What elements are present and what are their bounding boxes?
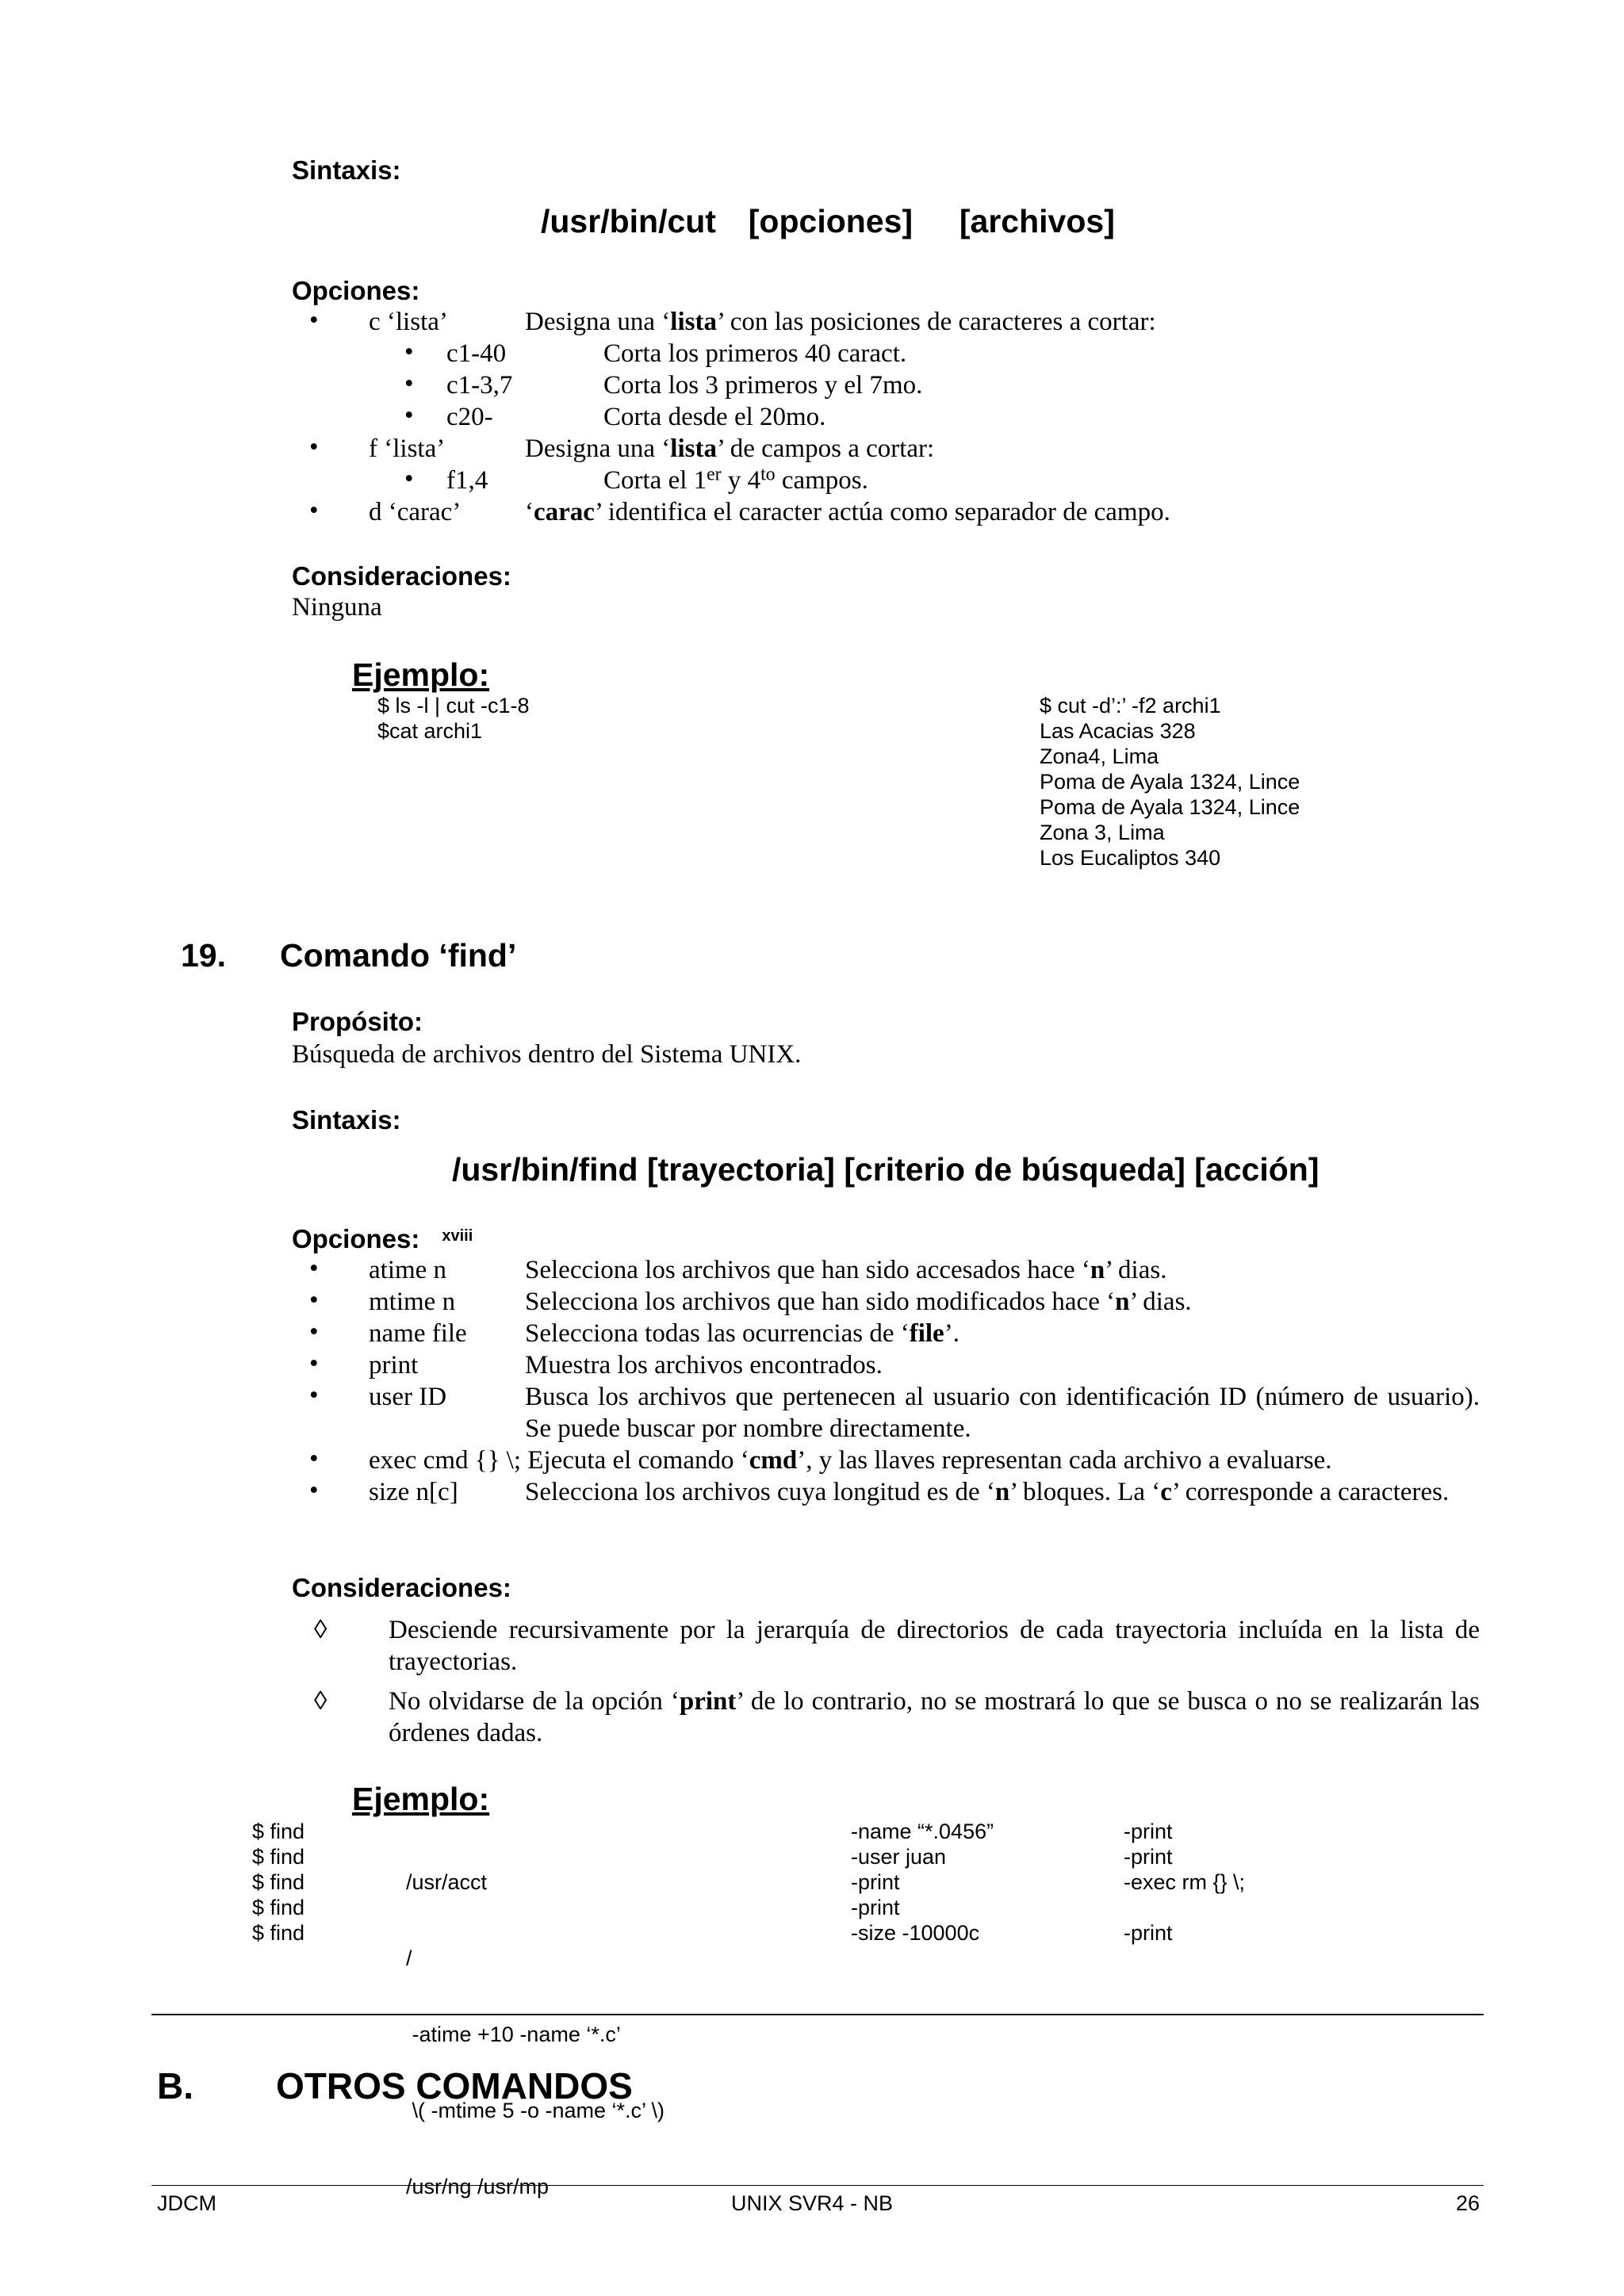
sub-bullet: •: [404, 369, 414, 398]
find-consideraciones-label: Consideraciones:: [292, 1573, 511, 1602]
code-line: Zona4, Lima: [1040, 744, 1159, 768]
code-cell: -print: [1124, 1820, 1173, 1843]
code-cell: [1124, 1895, 1245, 1920]
find-example-col-cmd: [252, 1819, 304, 1946]
find-proposito-label: Propósito:: [292, 1007, 423, 1036]
code-cell: /usr/ng /usr/mp: [406, 2175, 550, 2198]
sub-desc: Corta el 1er y $4^{to}$ campos.: [603, 464, 868, 495]
cut-consideraciones-label: Consideraciones:: [292, 561, 511, 591]
cut-syntax-line: [541, 203, 1115, 240]
sub-bullet: •: [404, 465, 414, 493]
bullet: •: [309, 433, 319, 461]
cut-consideraciones-text: Ninguna: [292, 593, 382, 622]
code-cell: -print: [1124, 1845, 1173, 1869]
code-cell: $ find: [252, 1845, 305, 1869]
code-line: $cat archi1: [377, 719, 483, 743]
opt-term: size n[c]: [369, 1478, 458, 1506]
footer-center: UNIX SVR4 - NB: [730, 2191, 894, 2215]
code-cell: -size -10000c: [851, 1921, 980, 1945]
code-cell: /: [406, 1946, 412, 1970]
opt-term: c ‘lista’: [369, 308, 448, 336]
opt-term: f ‘lista’: [369, 434, 446, 463]
code-cell: -name “*.0456”: [851, 1820, 994, 1843]
opt-desc: ‘carac’ identifica el caracter actúa como separador de campo.: [525, 498, 1170, 526]
opt-term: user ID: [369, 1383, 447, 1411]
opt-term: print: [369, 1351, 419, 1380]
sub-term: c1-40: [446, 339, 507, 368]
cut-example-left: [377, 693, 530, 744]
sub-desc: Corta los primeros 40 caract.: [603, 339, 907, 368]
bullet: •: [309, 496, 319, 525]
code-cell: $ find: [252, 1921, 305, 1945]
code-cell: -user juan: [851, 1845, 947, 1869]
sub-term: f1,4: [446, 466, 488, 495]
find-proposito-text: Búsqueda de archivos dentro del Sistema UNIX.: [292, 1040, 802, 1069]
bullet: •: [309, 1476, 319, 1505]
sub-desc: Corta desde el 20mo.: [603, 403, 826, 431]
section-number: 19.: [181, 937, 226, 974]
bullet: •: [309, 1286, 319, 1314]
consideracion-text: No olvidarse de la opción ‘print’ de lo contrario, no se mostrará lo que se busca o no se realizarán las órdenes dadas.: [389, 1687, 1480, 1747]
find-example-col-path: [406, 1819, 665, 2225]
code-line: Los Eucaliptos 340: [1040, 846, 1221, 870]
opt-desc: Selecciona los archivos cuya longitud es de ‘n’ bloques. La ‘c’ corresponde a caracteres.: [525, 1478, 1450, 1506]
opt-desc: Selecciona los archivos que han sido modificados hace ‘n’ dias.: [525, 1288, 1192, 1316]
sub-bullet: •: [404, 338, 414, 366]
find-syntax-line: /usr/bin/find [trayectoria] [criterio de búsqueda] [acción]: [452, 1151, 1320, 1188]
cut-sintaxis-label: Sintaxis:: [292, 155, 401, 185]
code-cell: $ find: [252, 1896, 305, 1919]
code-cell: -print: [1124, 1921, 1173, 1945]
opt-desc: Designa una ‘lista’ con las posiciones de caracteres a cortar:: [525, 308, 1156, 336]
find-example-col-action: [1124, 1819, 1245, 1946]
opt-term: atime n: [369, 1256, 447, 1284]
opt-desc: Muestra los archivos encontrados.: [525, 1351, 883, 1380]
find-example-col-criteria: [851, 1819, 994, 1946]
opt-term: name file: [369, 1319, 467, 1348]
code-line: Zona 3, Lima: [1040, 821, 1165, 844]
consideracion-text: Desciende recursivamente por la jerarquía de directorios de cada trayectoria incluída en la lista de trayectorias.: [389, 1616, 1480, 1676]
sub-bullet: •: [404, 401, 414, 430]
code-cell: -exec rm {} \;: [1124, 1870, 1246, 1894]
find-sintaxis-label: Sintaxis:: [292, 1105, 401, 1135]
find-ejemplo-label: Ejemplo:: [352, 1781, 490, 1817]
opt-term: d ‘carac’: [369, 498, 462, 526]
code-line: $ ls -l | cut -c1-8: [377, 694, 530, 718]
footer-left: JDCM: [157, 2191, 216, 2215]
bullet: •: [309, 1254, 319, 1283]
code-cell: $ find: [252, 1870, 305, 1894]
sub-term: c20-: [446, 403, 493, 431]
cut-syntax-opciones: [opciones]: [748, 203, 914, 239]
diamond-marker: ◊: [314, 1616, 327, 1644]
cut-ejemplo-label: Ejemplo:: [352, 656, 490, 693]
code-cell: -print: [851, 1896, 900, 1919]
code-cell: -atime +10 -name ‘*.c’: [406, 2022, 621, 2046]
bullet: •: [309, 1445, 319, 1473]
section-divider: [151, 2014, 1484, 2015]
cut-syntax-cmd: /usr/bin/cut: [541, 203, 716, 239]
bullet: •: [309, 1381, 319, 1410]
code-line: $ cut -d’:’ -f2 archi1: [1040, 694, 1221, 718]
cut-example-right: [1040, 693, 1300, 871]
cut-opciones-label: Opciones:: [292, 276, 420, 305]
section-b-letter: B.: [157, 2065, 193, 2107]
sub-term: c1-3,7: [446, 371, 513, 400]
section-b-title: OTROS COMANDOS: [276, 2065, 633, 2107]
opt-desc: Designa una ‘lista’ de campos a cortar:: [525, 434, 935, 463]
code-line: Poma de Ayala 1324, Lince: [1040, 770, 1300, 794]
opt-desc: Selecciona todas las ocurrencias de ‘file’.: [525, 1319, 959, 1348]
opt-desc: Selecciona los archivos que han sido accesados hace ‘n’ dias.: [525, 1256, 1167, 1284]
cut-syntax-archivos: [archivos]: [959, 203, 1115, 239]
find-opciones-label: Opciones: $^{xviii}$: [292, 1224, 473, 1253]
sub-desc: Corta los 3 primeros y el 7mo.: [603, 371, 923, 400]
code-cell: -print: [851, 1870, 900, 1894]
diamond-marker: ◊: [314, 1687, 327, 1716]
code-cell: /usr/acct: [406, 1870, 488, 1894]
bullet: •: [309, 1318, 319, 1346]
section-title: Comando ‘find’: [280, 937, 517, 974]
footer-page-number: 26: [1455, 2191, 1480, 2215]
opt-term-exec: exec cmd {} \; Ejecuta el comando ‘cmd’, y las llaves representan cada archivo a evaluarse.: [369, 1446, 1332, 1475]
footer-rule: [151, 2185, 1484, 2186]
code-cell: \( -mtime 5 -o -name ‘*.c’ \): [406, 2099, 665, 2122]
code-line: Poma de Ayala 1324, Lince: [1040, 795, 1300, 819]
bullet: •: [309, 306, 319, 335]
opt-desc: Busca los archivos que pertenecen al usuario con identificación ID (número de usuario). Se puede buscar por nombre directamente.: [525, 1383, 1480, 1443]
opt-term: mtime n: [369, 1288, 456, 1316]
code-cell: $ find: [252, 1820, 305, 1843]
footnote-ref: xviii: [442, 1227, 473, 1245]
bullet: •: [309, 1349, 319, 1378]
code-line: Las Acacias 328: [1040, 719, 1196, 743]
